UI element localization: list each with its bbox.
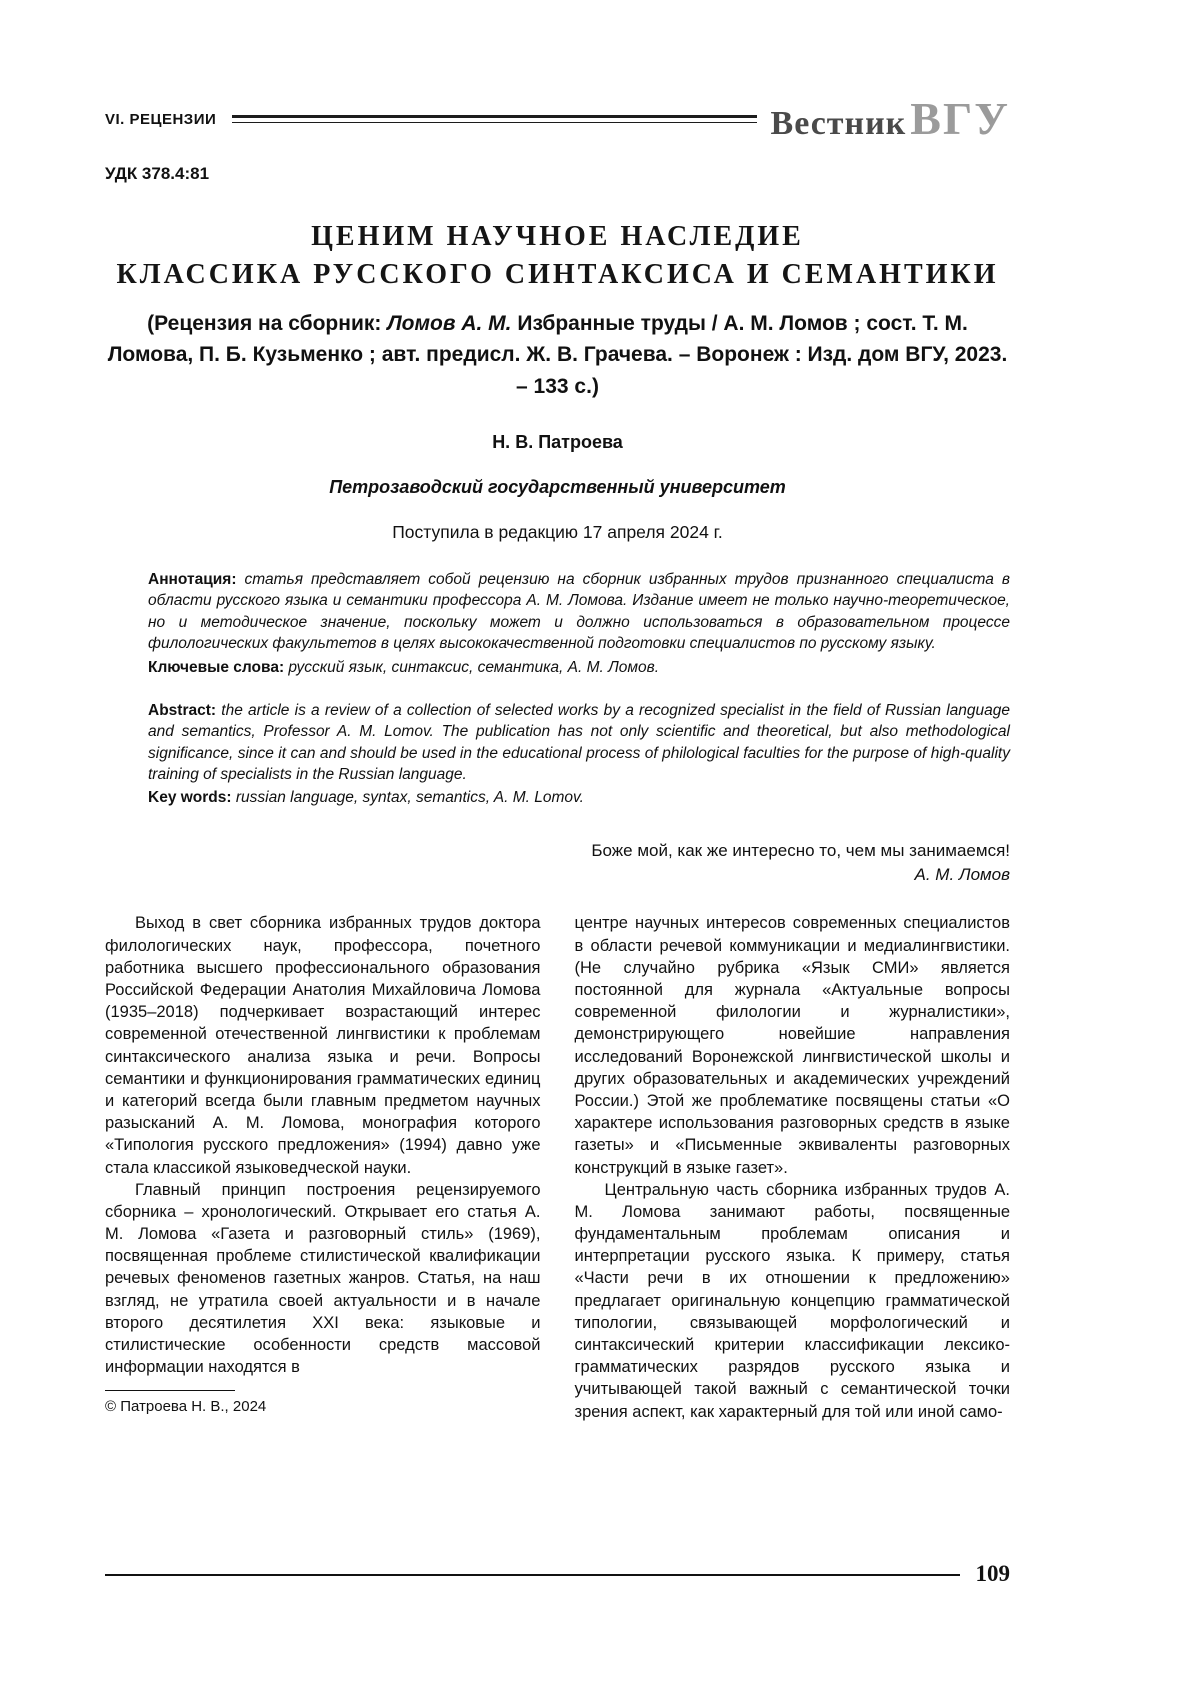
body-paragraph: Главный принцип построения рецензируемого сборника – хронологический. Открывает его статья А. М. Ломова «Газета и разговорный стиль» (1969), посвященная проблеме стилистической квалификации речевых феноменов газетных жанров. Статья, на наш взгляд, не утратила своей актуальности и в начале второго десятилетия XXI века: языковые и стилистические особенности средств массовой информации находятся в xyxy=(105,1180,541,1377)
page-number: 109 xyxy=(975,1561,1010,1586)
subtitle-rest: Избранные труды / А. М. Ломов ; сост. Т. М. Ломова, П. Б. Кузьменко ; авт. предисл. Ж. В. Грачева. – Воронеж : Изд. дом ВГУ, 2023. – 133 с.) xyxy=(107,311,1008,398)
received-date: Поступила в редакцию 17 апреля 2024 г. xyxy=(392,522,723,543)
abstract-text-line xyxy=(148,700,1010,786)
header-rule xyxy=(232,115,756,123)
abstract-label: Abstract: xyxy=(148,701,217,719)
annotation-text-line xyxy=(148,569,1010,655)
author-name: Н. В. Патроева xyxy=(492,432,623,453)
logo-vestnik-text: Вестник xyxy=(770,105,907,142)
journal-logo xyxy=(770,93,1010,144)
body-paragraph: центре научных интересов современных специалистов в области речевой коммуникации и медиалингвистики. (Не случайно рубрика «Язык СМИ» является постоянной для журнала «Актуальные вопросы современной филологии и журналистики», демонстрирующего новейшие направления исследований Воронежской лингвистической школы и других образовательных и академических учреждений России.) Этой же проблематике посвящены статьи «О характере использования разговорных средств в языке газеты» и «Письменные эквиваленты разговорных конструкций в языке газет». xyxy=(574,914,1010,1177)
article-title-line1: ЦЕНИМ НАУЧНОЕ НАСЛЕДИЕ xyxy=(311,221,804,252)
abstract-keywords-line xyxy=(148,787,1010,808)
epigraph-attribution: А. М. Ломов xyxy=(914,864,1010,884)
subtitle-italic-part: Ломов А. М. xyxy=(387,311,512,335)
body-paragraph: Центральную часть сборника избранных трудов А. М. Ломова занимают работы, посвященные фундаментальным проблемам описания и интерпретации русского языка. К примеру, статья «Части речи в их отношении к предложению» предлагает оригинальную концепцию грамматической типологии, связывающей морфологический и синтаксический критерии классификации лексико-грамматических разрядов русского языка и учитывающей такой важный с семантической точки зрения аспект, как характерный для той или иной само- xyxy=(574,1180,1010,1421)
annotation-label: Аннотация: xyxy=(148,571,237,589)
footnote-rule xyxy=(105,1390,235,1391)
journal-header xyxy=(105,93,1010,144)
page-footer xyxy=(105,1562,1010,1585)
abstract-block xyxy=(148,700,1010,809)
keywords-label-ru: Ключевые слова: xyxy=(148,658,285,676)
annotation-keywords-line xyxy=(148,657,1010,678)
footer-rule xyxy=(105,1574,960,1576)
footnote-text: © Патроева Н. В., 2024 xyxy=(105,1398,267,1416)
epigraph-quote: Боже мой, как же интересно то, чем мы занимаемся! xyxy=(591,840,1010,860)
body-paragraph: Выход в свет сборника избранных трудов доктора филологических наук, профессора, почетного работника высшего профессионального образования Российской Федерации Анатолия Михайловича Ломова (1935–2018) подчеркивает возрастающий интерес современной отечественной лингвистики к проблемам синтаксического анализа языка и речи. Вопросы семантики и функционирования грамматических единиц и категорий всегда были главным предметом научных разысканий А. М. Ломова, монография которого «Типология русского предложения» (1994) давно уже стала классикой языковедческой науки. xyxy=(105,914,541,1177)
author-affiliation: Петрозаводский государственный университет xyxy=(329,477,786,498)
left-column xyxy=(105,912,541,1422)
annotation-block xyxy=(148,569,1010,678)
article-subtitle xyxy=(105,308,1010,403)
abstract-text: the article is a review of a collection of selected works by a recognized specialist in the field of Russian language and semantics, Professor A. M. Lomov. The publication has not only scientific and theoretical, but also methodological significance, since it can and should be used in the educational process of philological faculties for the purpose of high-quality training of specialists in the Russian language. xyxy=(148,701,1010,784)
epigraph xyxy=(105,839,1010,887)
section-label: VI. РЕЦЕНЗИИ xyxy=(105,110,217,128)
right-column xyxy=(575,912,1011,1422)
page-content xyxy=(105,0,1010,1423)
keywords-ru: русский язык, синтаксис, семантика, А. М. Ломов. xyxy=(284,658,660,676)
keywords-en: russian language, syntax, semantics, A. M. Lomov. xyxy=(231,789,584,807)
annotation-text: статья представляет собой рецензию на сборник избранных трудов признанного специалиста в области русского языка и семантики профессора А. М. Ломова. Издание имеет не только научно-теоретическое, но и методическое значение, поскольку может и должно использоваться в образовательном процессе филологических факультетов в целях высококачественной подготовки специалистов по русскому языку. xyxy=(148,571,1010,653)
subtitle-prefix: (Рецензия на сборник: xyxy=(147,311,388,335)
udk-code: УДК 378.4:81 xyxy=(105,164,210,183)
logo-vgu-text: ВГУ xyxy=(910,93,1010,144)
body-columns xyxy=(105,912,1010,1422)
keywords-label-en: Key words: xyxy=(148,789,232,807)
article-title-line2: КЛАССИКА РУССКОГО СИНТАКСИСА И СЕМАНТИКИ xyxy=(116,258,999,290)
article-title xyxy=(105,218,1010,294)
copyright-footnote xyxy=(105,1390,541,1415)
